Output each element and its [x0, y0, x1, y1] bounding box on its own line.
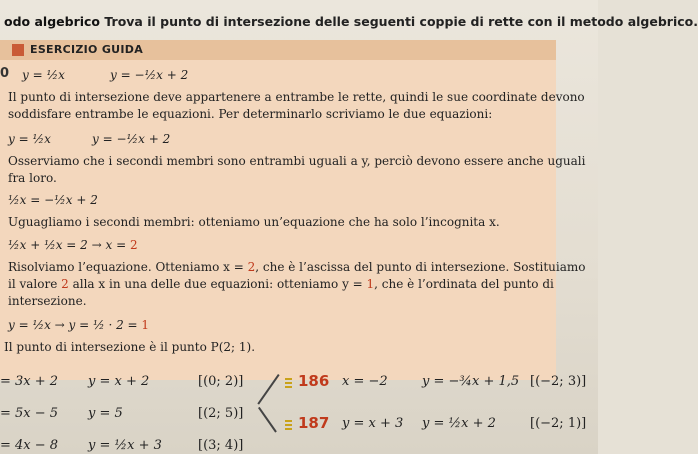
- explanation-1: Il punto di intersezione deve appartenere a entrambe le rette, quindi le sue coordinate devono: [8, 90, 585, 104]
- ex-row1-answer: [(0; 2)]: [198, 374, 244, 389]
- explanation-2b: fra loro.: [8, 171, 57, 185]
- explanation-4b: , che è l’ascissa del punto di intersezione. Sostituiamo: [255, 260, 586, 274]
- explanation-3: Uguagliamo i secondi membri: otteniamo un’equazione che ha solo l’incognita x.: [8, 215, 500, 229]
- pair-eq2: y = −½x + 2: [110, 68, 189, 82]
- step-2-expr: ½x + ½x = 2 → x =: [8, 238, 130, 252]
- exercise-186-number: 186: [298, 372, 330, 390]
- section-title: odo algebrico: [4, 14, 101, 29]
- guided-exercise-header: [0, 40, 556, 60]
- step-2: [8, 238, 138, 252]
- explanation-4: [8, 260, 586, 274]
- explanation-5c: , che è l’ordinata del punto di: [374, 277, 554, 291]
- step-1: ½x = −½x + 2: [8, 193, 98, 207]
- ex-row2-eq2: y = 5: [88, 406, 123, 421]
- ex187-answer: [(−2; 1)]: [530, 416, 587, 431]
- ex186-eq1: x = −2: [342, 374, 388, 389]
- step-3-result: 1: [141, 318, 150, 332]
- difficulty-bars-icon: [285, 418, 292, 432]
- system-eq1: y = ½x: [8, 132, 51, 146]
- conclusion: Il punto di intersezione è il punto P(2; 1).: [4, 340, 256, 354]
- exercise-instruction: [4, 14, 698, 29]
- ex-row2-answer: [(2; 5)]: [198, 406, 244, 421]
- explanation-5b: alla x in una delle due equazioni: otteniamo y =: [68, 277, 367, 291]
- guided-exercise-label: ESERCIZIO GUIDA: [30, 43, 144, 56]
- y-value: 1: [366, 277, 375, 291]
- explanation-6: intersezione.: [8, 294, 87, 308]
- ex-row2-eq1: = 5x − 5: [0, 406, 59, 421]
- pair-eq1: y = ½x: [22, 68, 65, 82]
- ex186-answer: [(−2; 3)]: [530, 374, 587, 389]
- guided-exercise-box: [0, 40, 586, 380]
- explanation-5: [8, 277, 554, 291]
- step-2-result: 2: [129, 238, 138, 252]
- substituted-value: 2: [61, 277, 69, 291]
- square-marker-icon: [12, 44, 24, 56]
- guided-exercise-number: 0: [0, 66, 10, 81]
- step-3-expr: y = ½x → y = ½ · 2 =: [8, 318, 142, 332]
- exercise-186: [285, 372, 329, 390]
- explanation-1b: soddisfare entrambe le equazioni. Per determinarlo scriviamo le due equazioni:: [8, 107, 493, 121]
- exercise-187-number: 187: [298, 414, 330, 432]
- ex-row1-eq2: y = x + 2: [88, 374, 150, 389]
- ex-row3-answer: [(3; 4)]: [198, 438, 244, 453]
- ex187-eq1: y = x + 3: [342, 416, 404, 431]
- ex187-eq2: y = ½x + 2: [422, 416, 496, 431]
- step-3: [8, 318, 149, 332]
- instruction-text: Trova il punto di intersezione delle seguenti coppie di rette con il metodo algebrico.: [104, 14, 698, 29]
- exercise-187: [285, 414, 329, 432]
- explanation-5a: il valore: [8, 277, 62, 291]
- ex-row3-eq1: = 4x − 8: [0, 438, 59, 453]
- difficulty-bars-icon: [285, 376, 292, 390]
- brace-line-bottom: [258, 407, 277, 433]
- explanation-2: Osserviamo che i secondi membri sono entrambi uguali a y, perciò devono essere anche uguali: [8, 154, 586, 168]
- system-eq2: y = −½x + 2: [92, 132, 171, 146]
- explanation-4a: Risolviamo l’equazione. Otteniamo x =: [8, 260, 248, 274]
- ex186-eq2: y = −¾x + 1,5: [422, 374, 520, 389]
- ex-row1-eq1: = 3x + 2: [0, 374, 59, 389]
- x-value: 2: [247, 260, 256, 274]
- ex-row3-eq2: y = ½x + 3: [88, 438, 162, 453]
